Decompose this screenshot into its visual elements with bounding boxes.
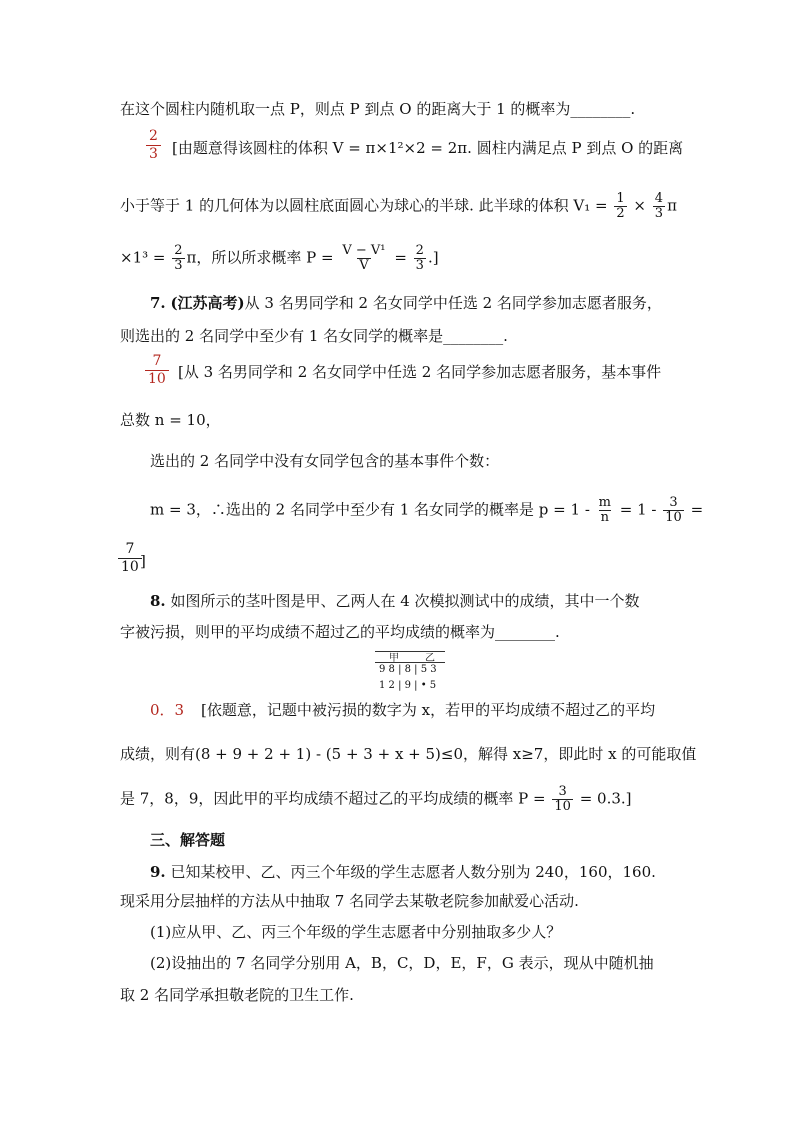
stem-leaf-plot [375,651,445,691]
q6-exp3-fraction-a [172,244,184,273]
q7-line1 [150,293,662,313]
q8-exp3-fraction [552,785,573,814]
frac-den: V [359,258,369,273]
q9-text2: 现采用分层抽样的方法从中抽取 7 名同学去某敬老院参加献爱心活动. [120,892,579,910]
frac-den: n [600,510,610,525]
q7-result-denominator: 10 [118,558,142,576]
q6-answer-numerator: 2 [149,128,158,144]
q6-explanation-line1: [由题意得该圆柱的体积 V = π×1²×2 = 2π. 圆柱内满足点 P 到点 O 的距离 [172,139,684,157]
q7-exp4-text-b: = 1 - [619,500,657,519]
q8-answer: 0．3 [150,701,185,719]
frac-den: 2 [616,206,625,221]
q9-sub2: (2)设抽出的 7 名同学分别用 A，B，C，D，E，F，G 表示，现从中随机抽 [150,954,654,972]
q7-number: 7. [150,294,166,312]
q7-exp4-text-a: m = 3，∴选出的 2 名同学中至少有 1 名女同学的概率是 p = 1 - [150,500,590,519]
stem-row-1: 9 8 | 8 | 5 3 [379,664,437,675]
q8-text2: 字被污损，则甲的平均成绩不超过乙的平均成绩的概率为________. [120,623,560,641]
stem-plot-header-rule [375,662,445,663]
q7-explanation-line3: 选出的 2 名同学中没有女同学包含的基本事件个数： [150,452,500,470]
q8-exp3-text-a: 是 7，8，9，因此甲的平均成绩不超过乙的平均成绩的概率 P = [120,789,546,808]
frac-den: 3 [415,258,424,273]
frac-num: 2 [174,243,183,258]
frac-den: 3 [654,206,664,221]
q6-exp3-end: .] [427,248,439,267]
stem-head-right: 乙 [425,653,435,664]
q6-exp2-fraction-half [614,192,626,221]
frac-num: V − V¹ [342,243,386,258]
q9-sub1: (1)应从甲、乙、丙三个年级的学生志愿者中分别抽取多少人？ [150,923,562,941]
stem-row-2: 1 2 | 9 | • 5 [379,680,437,691]
stem-head-left: 甲 [389,653,399,664]
q9-number: 9. [150,863,166,881]
q8-line1 [150,591,640,611]
q6-exp3-fraction-b [340,244,387,273]
q7-explanation-line2: 总数 n = 10， [120,411,221,429]
q7-exp4-fraction-m-n [597,496,613,525]
q6-exp2-text: 小于等于 1 的几何体为以圆柱底面圆心为球心的半球. 此半球的体积 V₁ = [120,196,608,215]
q6-exp2-pi: π [667,196,677,215]
q8-text1: 如图所示的茎叶图是甲、乙两人在 4 次模拟测试中的成绩，其中一个数 [170,592,640,610]
q6-text: 在这个圆柱内随机取一点 P，则点 P 到点 O 的距离大于 1 的概率为________. [120,100,636,118]
frac-num: m [598,495,611,510]
q9-text1: 已知某校甲、乙、丙三个年级的学生志愿者人数分别为 240，160，160. [170,863,656,881]
q7-text1: 从 3 名男同学和 2 名女同学中任选 2 名同学参加志愿者服务， [244,294,662,312]
q6-exp2-fraction-four-thirds [653,192,665,221]
q7-explanation-line4 [150,496,703,525]
q8-number: 8. [150,592,166,610]
q7-exp4-equals: = [690,500,704,519]
q6-answer-denominator: 3 [146,145,161,163]
q6-exp3-text-b: π，所以所求概率 P = [186,248,334,267]
q8-explanation-line1: [依题意，记题中被污损的数字为 x，若甲的平均成绩不超过乙的平均 [201,701,656,719]
q9-sub2-cont: 取 2 名同学承担敬老院的卫生工作. [120,986,354,1004]
frac-den: 10 [665,510,682,525]
q7-answer-fraction [145,353,169,388]
q7-answer-numerator: 7 [152,353,162,369]
q6-exp3-equals: = [394,248,407,267]
q8-explanation-line3 [120,785,632,814]
q6-answer-fraction [146,128,161,163]
q9-line1 [150,862,656,882]
q7-source: (江苏高考) [170,294,245,312]
q6-exp3-text-a: ×1³ = [120,248,166,267]
frac-den: 3 [174,258,183,273]
frac-num: 4 [654,191,664,206]
q7-result-numerator: 7 [125,541,135,557]
q6-exp3-fraction-c [414,244,426,273]
frac-den: 10 [554,799,571,814]
q6-explanation-line3 [120,244,439,273]
frac-num: 3 [669,495,678,510]
q6-exp2-times: × [633,196,646,215]
frac-num: 2 [415,243,424,258]
frac-num: 1 [616,191,625,206]
q7-result-fraction [118,541,142,576]
q7-result-end: ] [140,552,146,570]
section-heading: 三、解答题 [150,831,226,849]
frac-num: 3 [558,784,567,799]
q7-exp4-fraction-3-10 [663,496,684,525]
q7-explanation-line1: [从 3 名男同学和 2 名女同学中任选 2 名同学参加志愿者服务，基本事件 [178,363,662,381]
q6-explanation-line2 [120,192,677,221]
q8-explanation-line2: 成绩，则有(8 + 9 + 2 + 1) - (5 + 3 + x + 5)≤0，解得 x≥7，即此时 x 的可能取值 [120,745,697,763]
q8-exp3-text-b: = 0.3.] [579,789,632,808]
q7-answer-denominator: 10 [145,370,169,388]
q7-text2: 则选出的 2 名同学中至少有 1 名女同学的概率是________. [120,327,508,345]
